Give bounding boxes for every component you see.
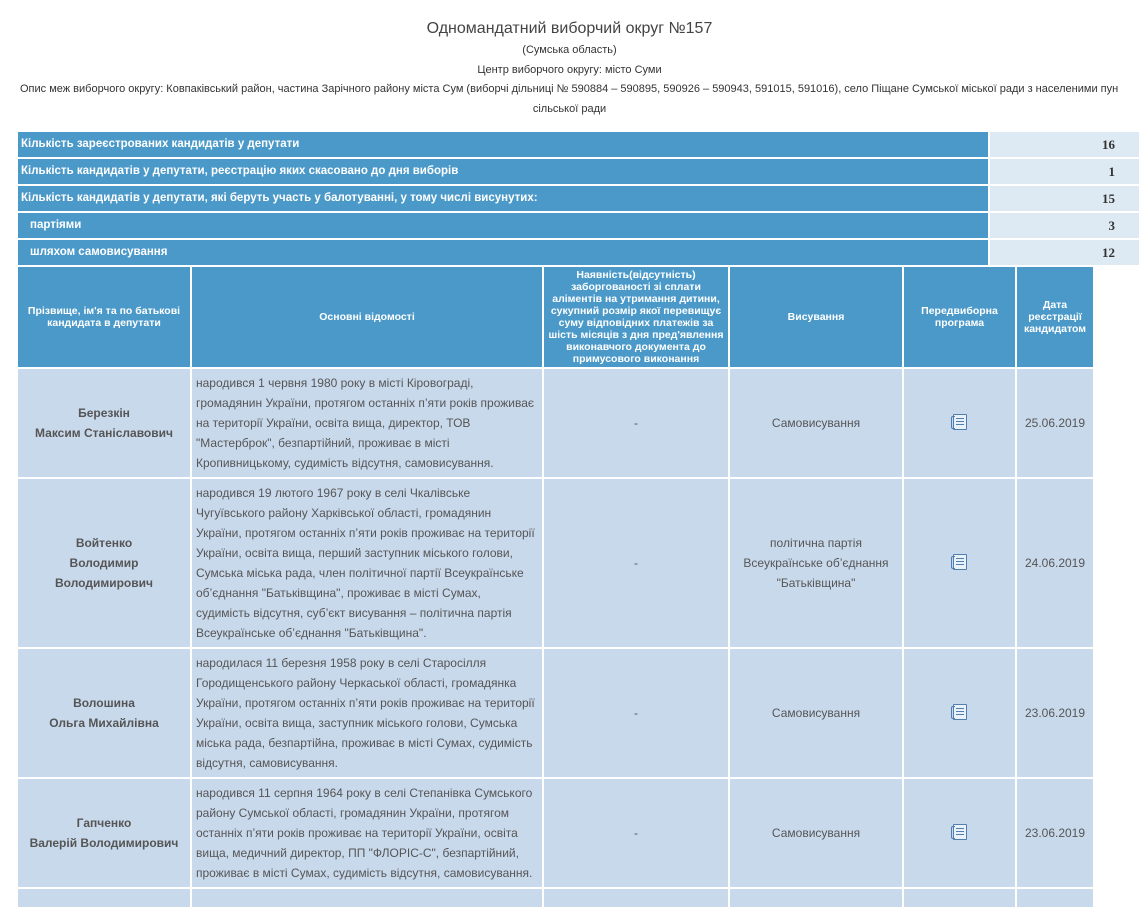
candidate-name-link[interactable] [18, 779, 190, 889]
table-row [18, 479, 1093, 649]
page-title: Одномандатний виборчий округ №157 [426, 20, 713, 37]
stat-value: 1 [990, 159, 1139, 184]
table-row [18, 649, 1093, 779]
candidate-info: народився 1 червня 1980 року в місті Кіровограді, громадянин України, протягом останніх п’яти років проживає на території України, освіта вища, директор, ТОВ "Мастерброк", безпартійний, проживає в місті Кропивницькому, судимість відсутня, самовисування. [192, 369, 542, 479]
top-link-fragment[interactable] [878, 0, 1139, 6]
candidate-surname: Березкін [78, 406, 130, 420]
partial-cell [18, 889, 190, 909]
candidate-nomination: Самовисування [730, 369, 902, 479]
candidate-given-names: Валерій Володимирович [29, 836, 179, 850]
stat-label: Кількість зареєстрованих кандидатів у депутати [18, 132, 988, 157]
column-header-date: Дата реєстрації кандидатом [1017, 267, 1093, 369]
candidate-info: народився 11 серпня 1964 року в селі Степанівка Сумського району Сумської області, громадянин України, протягом останніх п’яти років проживає на території України, освіта вища, медичний директор, ПП "ФЛОРІС-С", безпартійний, проживає в місті Сумах, судимість відсутня, самовисування. [192, 779, 542, 889]
registration-date: 24.06.2019 [1017, 479, 1093, 649]
registration-date: 23.06.2019 [1017, 779, 1093, 889]
registration-date: 23.06.2019 [1017, 649, 1093, 779]
candidate-surname: Гапченко [76, 816, 132, 830]
stat-label: партіями [18, 213, 988, 238]
table-row [18, 779, 1093, 889]
table-row [18, 889, 1093, 909]
stat-row-participating [18, 186, 1139, 211]
candidate-info: народилася 11 березня 1958 року в селі Старосілля Городищенського району Черкаської області, громадянка України, протягом останніх п’яти років проживає на території України, освіта вища, заступник міського голови, Сумська міська рада, безпартійна, проживає в місті Сумах, судимість відсутня, самовисування. [192, 649, 542, 779]
column-header-info: Основні відомості [192, 267, 542, 369]
candidate-given-names: Володимир [69, 556, 139, 570]
table-header-row [18, 267, 1093, 369]
stat-label: Кількість кандидатів у депутати, реєстрацію яких скасовано до дня виборів [18, 159, 988, 184]
partial-cell [1017, 889, 1093, 909]
document-icon[interactable] [953, 554, 967, 570]
stat-value: 12 [990, 240, 1139, 265]
candidate-patronymic: Володимирович [55, 576, 153, 590]
candidate-debt: - [544, 779, 728, 889]
candidate-nomination: Самовисування [730, 779, 902, 889]
document-icon[interactable] [953, 414, 967, 430]
district-center: Центр виборчого округу: місто Суми [477, 64, 662, 76]
district-boundaries: Опис меж виборчого округу: Ковпаківський район, частина Зарічного району міста Сум (виборчі дільниці № 590884 – 590895, 590926 – 590943, 591015, 591016), село Піщане Сумської міської ради з населеними пун [20, 83, 1119, 95]
candidate-name-link[interactable] [18, 369, 190, 479]
district-boundaries-end: сільської ради [532, 103, 607, 115]
program-cell [904, 649, 1015, 779]
candidate-name-link[interactable] [18, 479, 190, 649]
stat-row-parties [18, 213, 1139, 238]
candidate-name-link[interactable] [18, 649, 190, 779]
candidates-table [16, 267, 1095, 909]
program-cell [904, 479, 1015, 649]
stat-label: Кількість кандидатів у депутати, які беруть участь у балотуванні, у тому числі висунутих: [18, 186, 988, 211]
region-label: (Сумська область) [522, 44, 617, 56]
partial-cell [192, 889, 542, 909]
column-header-debt: Наявність(відсутність) заборгованості зі сплати аліментів на утримання дитини, сукупний розмір якої перевищує суму відповідних платежів за шість місяців з дня пред'явлення виконавчого документа до примусового виконання [544, 267, 728, 369]
stat-value: 3 [990, 213, 1139, 238]
column-header-nomination: Висування [730, 267, 902, 369]
program-cell [904, 779, 1015, 889]
stat-row-self-nominated [18, 240, 1139, 265]
candidate-nomination: політична партія Всеукраїнське об’єднання "Батьківщина" [730, 479, 902, 649]
partial-cell [544, 889, 728, 909]
column-header-program: Передвиборна програма [904, 267, 1015, 369]
document-icon[interactable] [953, 704, 967, 720]
candidate-given-names: Ольга Михайлівна [49, 716, 159, 730]
document-icon[interactable] [953, 824, 967, 840]
stat-label: шляхом самовисування [18, 240, 988, 265]
column-header-name: Прізвище, ім'я та по батькові кандидата в депутати [18, 267, 190, 369]
candidate-debt: - [544, 649, 728, 779]
program-cell [904, 369, 1015, 479]
candidate-surname: Войтенко [75, 536, 133, 550]
candidate-info: народився 19 лютого 1967 року в селі Чкалівське Чугуївського району Харківської області, громадянин України, протягом останніх п’яти років проживає на території України, освіта вища, перший заступник міського голови, Сумська міська рада, член політичної партії Всеукраїнське об’єднання "Батьківщина", проживає в місті Сумах, судимість відсутня, суб’єкт висування – політична партія Всеукраїнське об’єднання "Батьківщина". [192, 479, 542, 649]
stat-row-registered [18, 132, 1139, 157]
candidate-nomination: Самовисування [730, 649, 902, 779]
stat-row-cancelled [18, 159, 1139, 184]
stats-table [18, 132, 1139, 267]
stat-value: 16 [990, 132, 1139, 157]
partial-cell [904, 889, 1015, 909]
partial-cell [730, 889, 902, 909]
candidate-debt: - [544, 479, 728, 649]
candidate-surname: Волошина [73, 696, 135, 710]
candidate-debt: - [544, 369, 728, 479]
registration-date: 25.06.2019 [1017, 369, 1093, 479]
candidate-given-names: Максим Станіславович [35, 426, 173, 440]
stat-value: 15 [990, 186, 1139, 211]
table-row [18, 369, 1093, 479]
